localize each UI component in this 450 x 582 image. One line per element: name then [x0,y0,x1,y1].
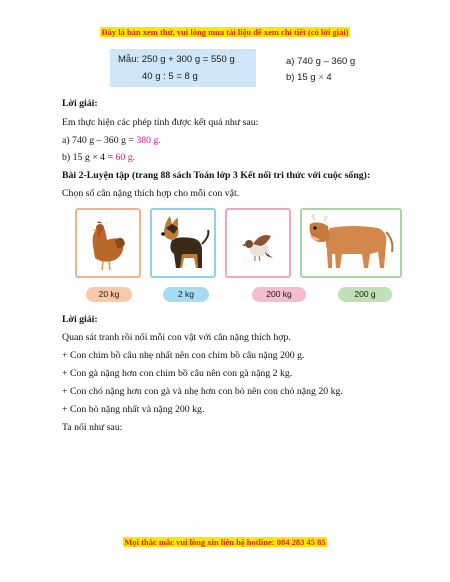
solution-b [62,152,135,163]
solution-2-line-2: + Con chim bồ câu nhẹ nhất nên con chim bồ câu nặng 200 g. [62,350,305,361]
preview-notice-text: Đây là bản xem thử, vui lòng mua tài liệu để xem chi tiết (có lời giải) [101,27,349,37]
solution-2-line-3: + Con gà nặng hơn con chim bồ câu nên con gà nặng 2 kg. [62,368,293,379]
solution-heading-1: Lời giải: [62,98,98,109]
solution-b-expr: b) 15 g × 4 = [62,152,116,163]
animal-card-chicken [75,208,141,278]
weight-label-1[interactable]: 20 kg [86,287,132,302]
dog-icon [152,210,214,276]
animal-card-cow [300,208,402,278]
animal-card-sparrow [225,208,291,278]
solution-b-result: 60 g. [115,152,136,163]
exercise-2-prompt: Chọn số cân nặng thích hợp cho mỗi con vật. [62,188,240,199]
weight-label-4[interactable]: 200 g [338,287,392,302]
weight-label-3[interactable]: 200 kg [252,287,306,302]
animal-card-dog [150,208,216,278]
exercise-1 [286,54,355,86]
exercise-b-prefix: b) 15 g [286,72,316,83]
sparrow-icon [227,210,289,276]
example-box [110,49,256,87]
solution-2-line-6: Ta nối như sau: [62,422,123,433]
exercise-item-b [286,70,355,86]
weight-label-2[interactable]: 2 kg [163,287,209,302]
example-label: Mẫu: [118,54,140,65]
contact-footer-banner [0,537,450,547]
contact-footer-text: Mọi thắc mắc vui lòng xin liên hệ hotline: 084 283 45 85 [124,537,326,547]
solution-2-line-5: + Con bò nặng nhất và nặng 200 kg. [62,404,205,415]
solution-2-line-1: Quan sát tranh rồi nối mỗi con vật với cân nặng thích hợp. [62,332,291,343]
solution-a-expr: a) 740 g – 360 g = [62,135,137,146]
solution-intro: Em thực hiện các phép tính được kết quả như sau: [62,117,259,128]
exercise-item-a: a) 740 g – 360 g [286,56,356,67]
solution-a-result: 380 g. [136,135,161,146]
exercise-b-number: 4 [326,72,332,83]
solution-heading-2: Lời giải: [62,314,98,325]
solution-2-line-4: + Con chó nặng hơn con gà và nhẹ hơn con bò nên con chó nặng 20 kg. [62,386,343,397]
solution-a [62,135,161,146]
cow-icon [302,210,400,276]
example-calc-2: 40 g : 5 = 8 g [142,71,198,82]
example-line-1 [118,54,235,65]
preview-notice-banner [0,27,450,37]
chicken-icon [77,210,139,276]
times-symbol: × [318,72,324,83]
exercise-2-title: Bài 2-Luyện tập (trang 88 sách Toán lớp 3 Kết nối tri thức với cuộc sống): [62,170,371,181]
example-calc-1: 250 g + 300 g = 550 g [141,54,235,65]
